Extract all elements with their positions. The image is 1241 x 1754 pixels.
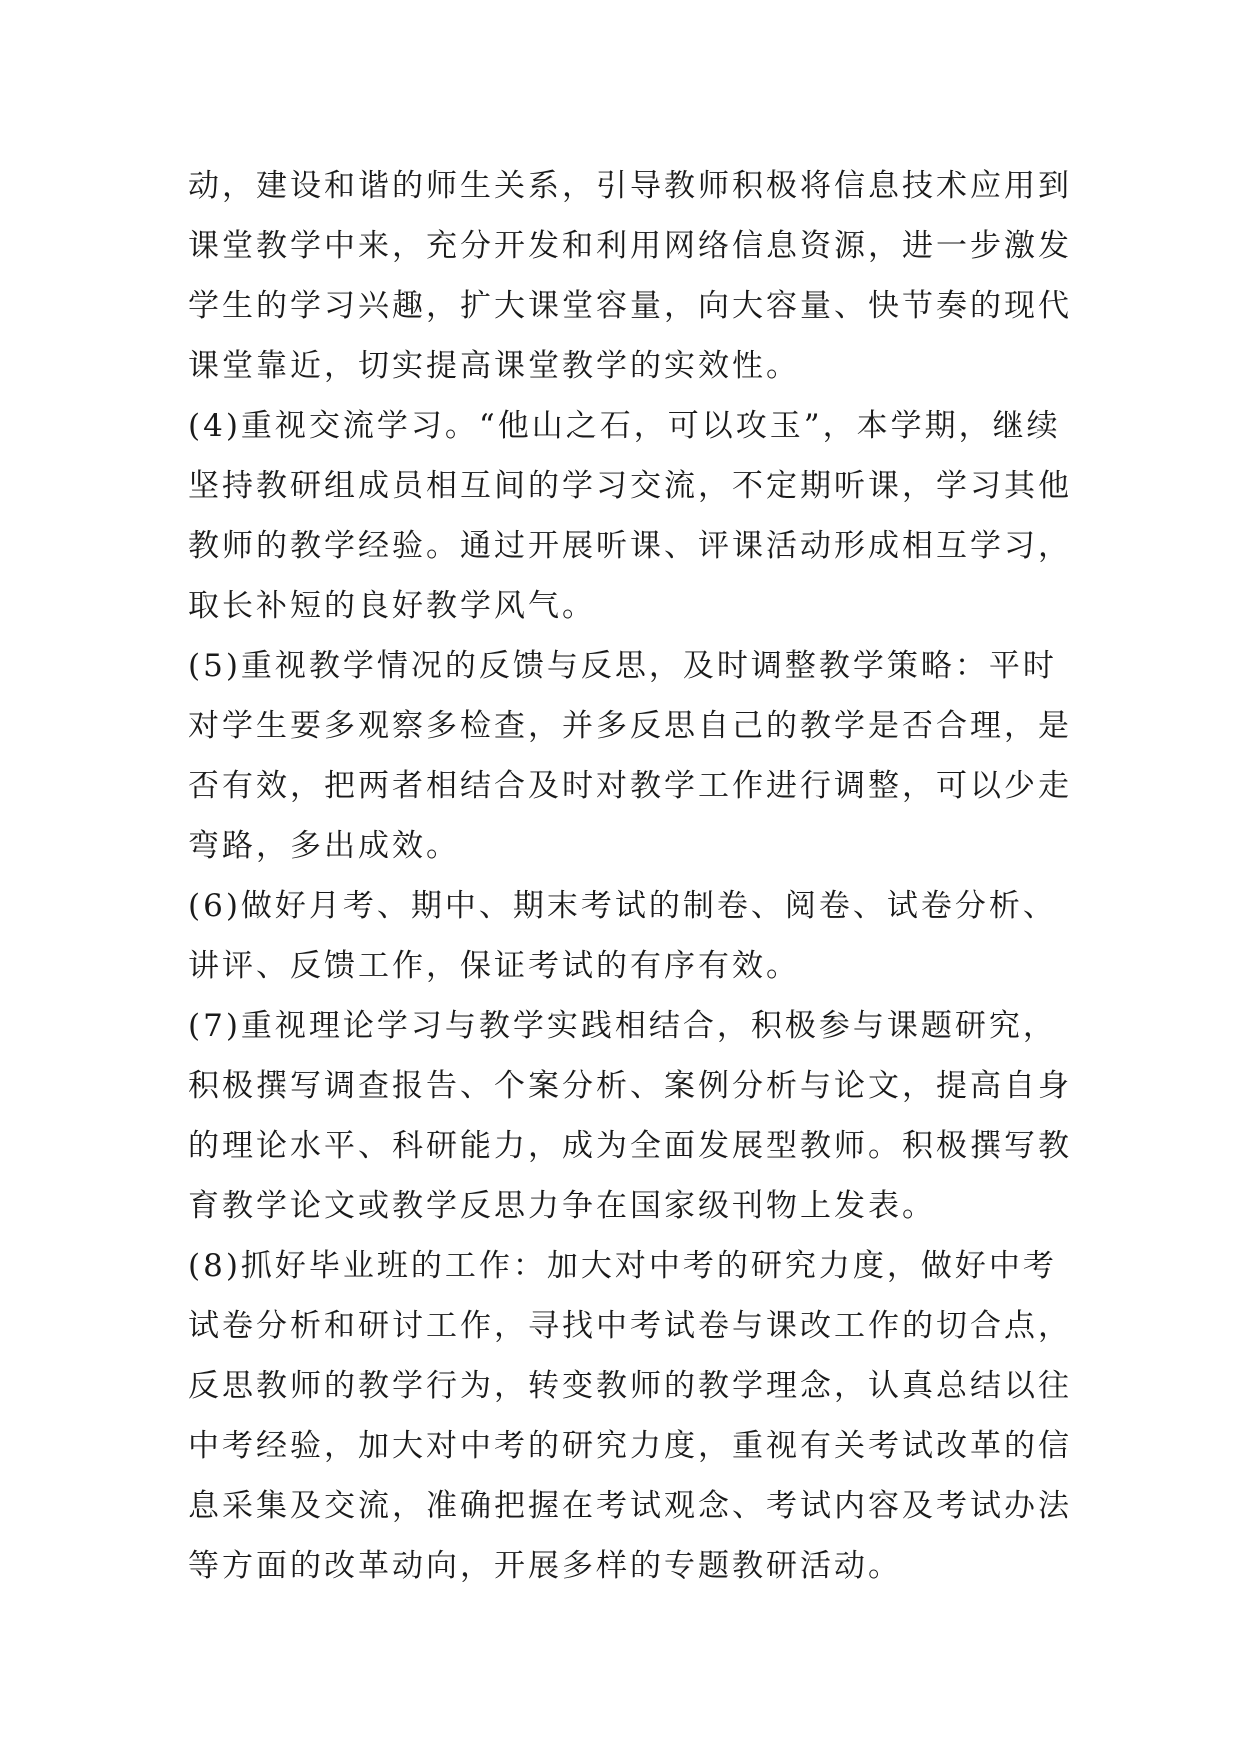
text-line: 积极撰写调查报告、个案分析、案例分析与论文，提高自身 [188, 1068, 1072, 1104]
text-line: (6)做好月考、期中、期末考试的制卷、阅卷、试卷分析、 [188, 888, 1057, 924]
text-line: 的理论水平、科研能力，成为全面发展型教师。积极撰写教 [188, 1128, 1072, 1164]
body-text [188, 156, 1072, 1596]
text-line: 试卷分析和研讨工作，寻找中考试卷与课改工作的切合点， [188, 1308, 1072, 1344]
text-line: 息采集及交流，准确把握在考试观念、考试内容及考试办法 [188, 1488, 1072, 1524]
text-line: 课堂教学中来，充分开发和利用网络信息资源，进一步激发 [188, 228, 1072, 264]
text-line: 讲评、反馈工作，保证考试的有序有效。 [188, 948, 800, 984]
text-line: 弯路，多出成效。 [188, 828, 460, 864]
text-line: 动，建设和谐的师生关系，引导教师积极将信息技术应用到 [188, 168, 1072, 204]
text-line: (8)抓好毕业班的工作：加大对中考的研究力度，做好中考 [188, 1248, 1057, 1284]
text-line: (7)重视理论学习与教学实践相结合，积极参与课题研究， [188, 1008, 1057, 1044]
text-line: 反思教师的教学行为，转变教师的教学理念，认真总结以往 [188, 1368, 1072, 1404]
text-line: 坚持教研组成员相互间的学习交流，不定期听课，学习其他 [188, 468, 1072, 504]
text-line: 否有效，把两者相结合及时对教学工作进行调整，可以少走 [188, 768, 1072, 804]
text-line: 取长补短的良好教学风气。 [188, 588, 596, 624]
text-line: 课堂靠近，切实提高课堂教学的实效性。 [188, 348, 800, 384]
text-line: 学生的学习兴趣，扩大课堂容量，向大容量、快节奏的现代 [188, 288, 1072, 324]
text-line: (4)重视交流学习。“他山之石，可以攻玉”，本学期，继续 [188, 408, 1061, 444]
text-line: (5)重视教学情况的反馈与反思，及时调整教学策略：平时 [188, 648, 1057, 684]
text-line: 中考经验，加大对中考的研究力度，重视有关考试改革的信 [188, 1428, 1072, 1464]
text-line: 教师的教学经验。通过开展听课、评课活动形成相互学习， [188, 528, 1072, 564]
text-line: 育教学论文或教学反思力争在国家级刊物上发表。 [188, 1188, 936, 1224]
text-line: 对学生要多观察多检查，并多反思自己的教学是否合理，是 [188, 708, 1072, 744]
text-line: 等方面的改革动向，开展多样的专题教研活动。 [188, 1548, 902, 1584]
